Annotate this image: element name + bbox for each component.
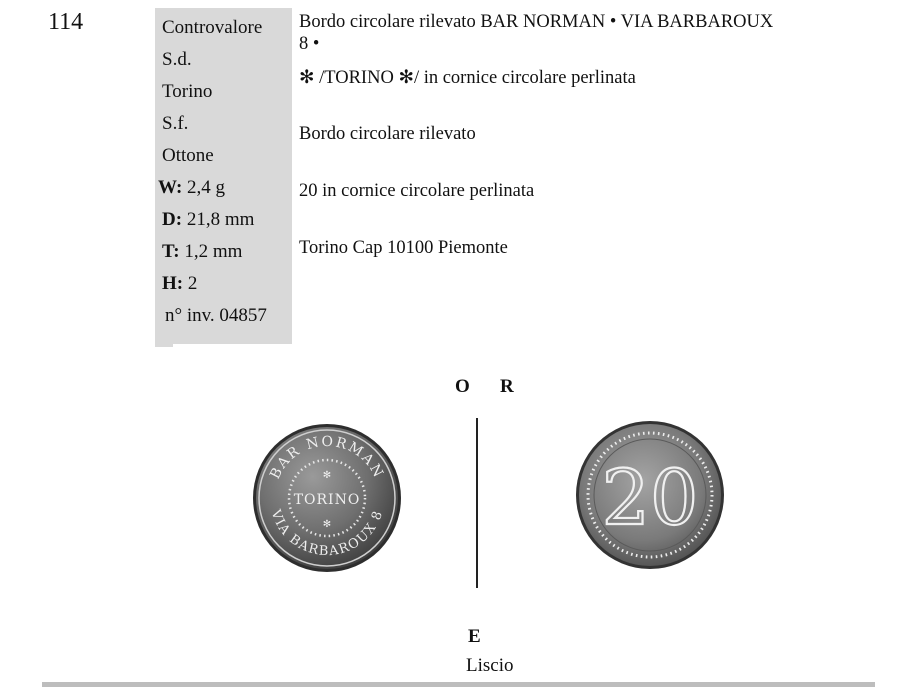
obverse-description-line2: 8 • — [299, 34, 320, 54]
obverse-coin-image — [252, 423, 402, 573]
weight-value: 2,4 g — [187, 177, 226, 198]
thickness-label: T: — [162, 241, 180, 262]
reverse-description-line1: Bordo circolare rilevato — [299, 124, 476, 144]
info-weight — [158, 176, 225, 200]
catalog-number: 114 — [48, 9, 84, 35]
weight-label: W: — [158, 177, 183, 198]
reverse-coin-image — [575, 420, 725, 570]
reverse-coin-value: 20 — [601, 453, 699, 542]
info-thickness — [162, 240, 242, 264]
info-inventory: n° inv. 04857 — [165, 305, 267, 326]
diameter-value: 21,8 mm — [186, 209, 255, 230]
obverse-description-line3: ✻ /TORINO ✻/ in cornice circolare perlinata — [299, 68, 636, 88]
info-date: S.d. — [162, 49, 192, 70]
thickness-value: 1,2 mm — [184, 241, 243, 262]
info-place: Torino — [162, 81, 213, 102]
info-hardness — [162, 272, 197, 296]
info-panel-notch — [155, 344, 173, 347]
reverse-label: R — [500, 376, 514, 397]
info-series: S.f. — [162, 113, 189, 134]
location-text: Torino Cap 10100 Piemonte — [299, 238, 508, 258]
info-metal: Ottone — [162, 145, 214, 166]
reverse-description-line2: 20 in cornice circolare perlinata — [299, 181, 535, 201]
obverse-description-line1: Bordo circolare rilevato BAR NORMAN • VIA BARBAROUX — [299, 12, 774, 32]
info-panel — [155, 8, 292, 344]
info-type: Controvalore — [162, 17, 263, 38]
edge-label: E — [468, 626, 481, 647]
hardness-label: H: — [162, 273, 184, 294]
footer-rule — [42, 682, 875, 687]
diameter-label: D: — [162, 209, 183, 230]
image-divider — [476, 418, 478, 588]
obverse-coin-text-center: TORINO — [293, 492, 361, 508]
obverse-coin-text-bottom: VIA BARBAROUX 8 — [267, 508, 387, 560]
obverse-coin-text-top: BAR NORMAN — [267, 433, 387, 482]
hardness-value: 2 — [187, 273, 198, 294]
star-icon: ✻ — [322, 519, 332, 530]
edge-value: Liscio — [466, 655, 514, 676]
star-icon: ✻ — [322, 470, 332, 481]
info-diameter — [162, 208, 254, 232]
obverse-label: O — [455, 376, 470, 397]
